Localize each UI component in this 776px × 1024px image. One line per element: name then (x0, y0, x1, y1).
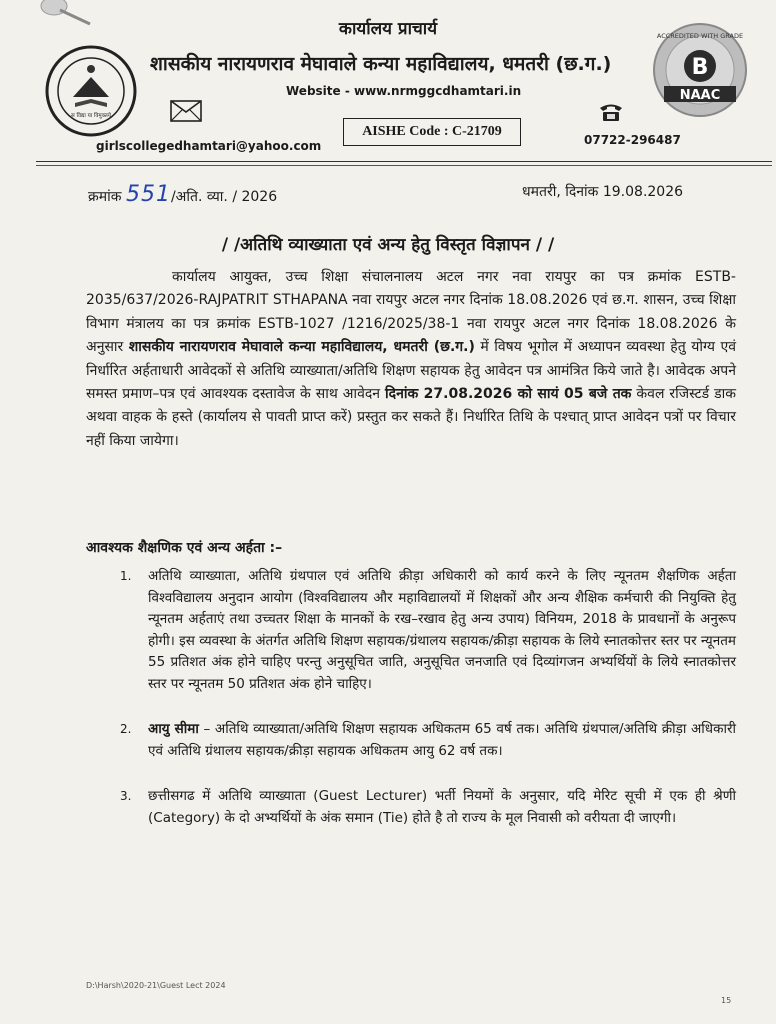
deadline-bold: दिनांक 27.08.2026 को सायं 05 बजे तक (385, 386, 632, 403)
list-item (120, 566, 736, 695)
naac-grade-badge (650, 20, 750, 120)
list-item-text: – अतिथि व्याख्याता/अतिथि शिक्षण सहायक अधिकतम 65 वर्ष तक। अतिथि ग्रंथपाल/अतिथि क्रीड़ा अधिकारी एवं अतिथि ग्रंथालय सहायक/क्रीड़ा सहायक अधिकतम आयु 62 वर्ष तक। (148, 721, 736, 759)
body-text-2: में विषय भूगोल में अध्यापन व्यवस्था हेतु योग्य एवं निर्धारित अर्हताधारी आवेदकों से अतिथि व्याख्याता/अतिथि शिक्षण सहायक हेतु आवेदन पत्र आमंत्रित किये जाते है। आवेदक अपने समस्त प्रमाण–पत्र एवं आवश्यक दस्तावेज के साथ आवेदन (86, 339, 737, 403)
qualification-list (120, 566, 736, 829)
telephone-icon (598, 102, 624, 122)
handwritten-number: 551 (125, 182, 171, 207)
college-name: शासकीय नारायणराव मेघावाले कन्या महाविद्यालय, धमतरी (छ.ग.) (150, 53, 612, 75)
svg-text:B: B (691, 55, 709, 80)
aishe-code-box: AISHE Code : C-21709 (343, 118, 521, 146)
list-item-number: 1. (120, 569, 132, 583)
footer-file-path: D:\Harsh\2020-21\Guest Lect 2024 (86, 981, 226, 990)
header-divider-secondary (36, 165, 772, 166)
letter-number-suffix: /अति. व्या. / 2026 (170, 189, 278, 205)
list-item-text: छत्तीसगढ में अतिथि व्याख्याता (Guest Lecturer) भर्ती नियमों के अनुसार, यदि मेरिट सूची में एक ही श्रेणी (Category) के दो अभ्यर्थियों के अंक समान (Tie) होते है तो राज्य के मूल निवासी को वरीयता दी जाएगी। (148, 788, 736, 826)
envelope-icon (170, 100, 202, 122)
svg-text:ACCREDITED WITH GRADE: ACCREDITED WITH GRADE (656, 32, 744, 40)
letter-number (88, 182, 277, 207)
qualifications-heading: आवश्यक शैक्षणिक एवं अन्य अर्हता :– (86, 540, 283, 556)
list-item (120, 786, 736, 829)
list-item-lead: आयु सीमा (148, 721, 199, 737)
website-text: Website - www.nrmggcdhamtari.in (286, 84, 522, 98)
list-item (120, 719, 736, 762)
letter-number-prefix: क्रमांक (88, 189, 122, 205)
college-seal-logo (45, 45, 137, 137)
svg-text:स विद्या या विमुक्तये: स विद्या या विमुक्तये (71, 113, 111, 119)
advertisement-heading: / /अतिथि व्याख्याता एवं अन्य हेतु विस्तृत विज्ञापन / / (221, 235, 555, 255)
list-item-text: अतिथि व्याख्याता, अतिथि ग्रंथपाल एवं अतिथि क्रीड़ा अधिकारी को कार्य करने के लिए न्यूनतम शैक्षणिक अर्हता विश्वविद्यालय अनुदान आयोग (विश्वविद्यालय और महाविद्यालयों में शिक्षकों और अन्य शैक्षिक कर्मचारी की नियुक्ति हेतु न्यूनतम अर्हताएं तथा उच्चतर शिक्षा के मानकों के रख–रखाव हेतु अन्य उपाय) विनियम, 2018 के प्रावधानों के अनुरूप होगी। इस व्यवस्था के अंतर्गत अतिथि शिक्षण सहायक/ग्रंथालय सहायक/क्रीड़ा सहायक के लिये स्नातकोत्तर स्तर पर न्यूनतम 55 प्रतिशत अंक होने चाहिए परन्तु अनुसूचित जाति, अनुसूचित जनजाति एवं दिव्यांगजन अभ्यर्थियों के लिये स्नातकोत्तर स्तर पर न्यूनतम 50 प्रतिशत अंक होने चाहिए। (148, 568, 736, 692)
list-item-number: 2. (120, 722, 132, 736)
page-number: 15 (721, 996, 732, 1005)
list-item-number: 3. (120, 789, 132, 803)
office-title: कार्यालय प्राचार्य (338, 19, 438, 39)
body-text-1: कार्यालय आयुक्त, उच्च शिक्षा संचालनालय अटल नगर नवा रायपुर का पत्र क्रमांक ESTB-2035/637/2026-RAJPATRIT STHAPANA नवा रायपुर अटल नगर दिनांक 18.08.2026 एवं छ.ग. शासन, उच्च शिक्षा विभाग मंत्रालय का पत्र क्रमांक ESTB-1027 /1216/2025/38-1 नवा रायपुर अटल नगर दिनांक 18.08.2026 के अनुसार (86, 269, 736, 356)
body-paragraph (86, 266, 736, 453)
email-address: girlscollegedhamtari@yahoo.com (96, 139, 322, 153)
place-date: धमतरी, दिनांक 19.08.2026 (522, 184, 684, 200)
header-divider (36, 161, 772, 162)
phone-number: 07722-296487 (584, 133, 681, 147)
body-text-3: केवल रजिस्टर्ड डाक अथवा वाहक के हस्ते (कार्यालय से पावती प्राप्त करें) प्रस्तुत कर सकते हैं। निर्धारित तिथि के पश्चात् प्राप्त आवेदन पत्रों पर विचार नहीं किया जायेगा। (86, 386, 737, 449)
svg-text:NAAC: NAAC (679, 88, 721, 103)
college-name-bold: शासकीय नारायणराव मेघावाले कन्या महाविद्यालय, धमतरी (छ.ग.) (128, 339, 475, 356)
